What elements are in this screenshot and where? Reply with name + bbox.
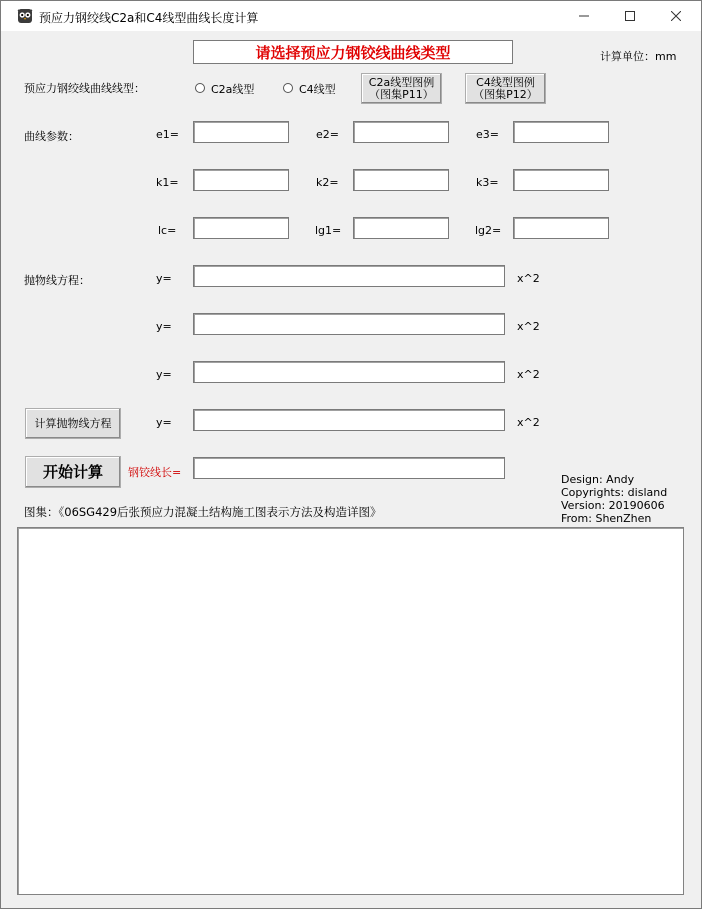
param-label-e3: e3= <box>476 128 499 141</box>
close-icon <box>671 11 681 21</box>
atlas-reference: 图集：《06SG429后张预应力混凝土结构施工图表示方法及构造详图》 <box>24 505 382 519</box>
parabola-y-label-2: y= <box>156 320 172 333</box>
parabola-suffix-1: x^2 <box>517 272 540 285</box>
param-field-k2[interactable] <box>353 169 449 191</box>
param-field-k3[interactable] <box>513 169 609 191</box>
param-label-e2: e2= <box>316 128 339 141</box>
curve-type-label: 预应力钢绞线曲线线型： <box>24 82 145 95</box>
parabola-suffix-3: x^2 <box>517 368 540 381</box>
parabola-field-1[interactable] <box>193 265 505 287</box>
credit-design: Design: Andy <box>561 473 635 486</box>
start-calc-button[interactable]: 开始计算 <box>25 456 121 488</box>
params-section-label: 曲线参数： <box>24 130 79 143</box>
param-field-lg2[interactable] <box>513 217 609 239</box>
maximize-icon <box>625 11 635 21</box>
param-label-k3: k3= <box>476 176 499 189</box>
param-label-k2: k2= <box>316 176 339 189</box>
credit-from: From: ShenZhen <box>561 512 652 523</box>
unit-label: 计算单位：mm <box>600 50 677 63</box>
parabola-y-label-1: y= <box>156 272 172 285</box>
strand-length-label: 钢铰线长= <box>128 466 182 479</box>
param-field-lg1[interactable] <box>353 217 449 239</box>
param-field-e1[interactable] <box>193 121 289 143</box>
owl-app-icon <box>17 8 33 24</box>
credit-from-clip <box>561 512 651 523</box>
maximize-button[interactable] <box>607 1 653 31</box>
radio-c4[interactable] <box>283 83 293 93</box>
window-title: 预应力钢绞线C2a和C4线型曲线长度计算 <box>39 11 259 25</box>
minimize-icon <box>579 11 589 21</box>
parabola-suffix-4: x^2 <box>517 416 540 429</box>
param-label-lc: lc= <box>158 224 177 237</box>
parabola-field-4[interactable] <box>193 409 505 431</box>
parabola-suffix-2: x^2 <box>517 320 540 333</box>
param-label-e1: e1= <box>156 128 179 141</box>
calc-parabola-button[interactable]: 计算抛物线方程 <box>25 408 121 439</box>
parabola-section-label: 抛物线方程： <box>24 274 90 287</box>
param-field-e3[interactable] <box>513 121 609 143</box>
parabola-y-label-4: y= <box>156 416 172 429</box>
param-label-k1: k1= <box>156 176 179 189</box>
param-field-k1[interactable] <box>193 169 289 191</box>
param-field-lc[interactable] <box>193 217 289 239</box>
credit-version: Version: 20190606 <box>561 499 665 512</box>
param-field-e2[interactable] <box>353 121 449 143</box>
radio-c2a-label[interactable]: C2a线型 <box>211 83 255 96</box>
param-label-lg2: lg2= <box>475 224 502 237</box>
output-textarea[interactable] <box>17 527 684 895</box>
radio-c2a[interactable] <box>195 83 205 93</box>
c2a-example-button[interactable]: C2a线型图例（图集P11） <box>361 73 442 104</box>
strand-length-field[interactable] <box>193 457 505 479</box>
parabola-field-3[interactable] <box>193 361 505 383</box>
curve-type-prompt: 请选择预应力钢铰线曲线类型 <box>193 40 513 64</box>
credit-copyright: Copyrights: disland <box>561 486 668 499</box>
minimize-button[interactable] <box>561 1 607 31</box>
param-label-lg1: lg1= <box>315 224 342 237</box>
radio-c4-label[interactable]: C4线型 <box>299 83 336 96</box>
parabola-y-label-3: y= <box>156 368 172 381</box>
title-bar <box>1 1 701 31</box>
parabola-field-2[interactable] <box>193 313 505 335</box>
close-button[interactable] <box>653 1 699 31</box>
c4-example-button[interactable]: C4线型图例（图集P12） <box>465 73 546 104</box>
